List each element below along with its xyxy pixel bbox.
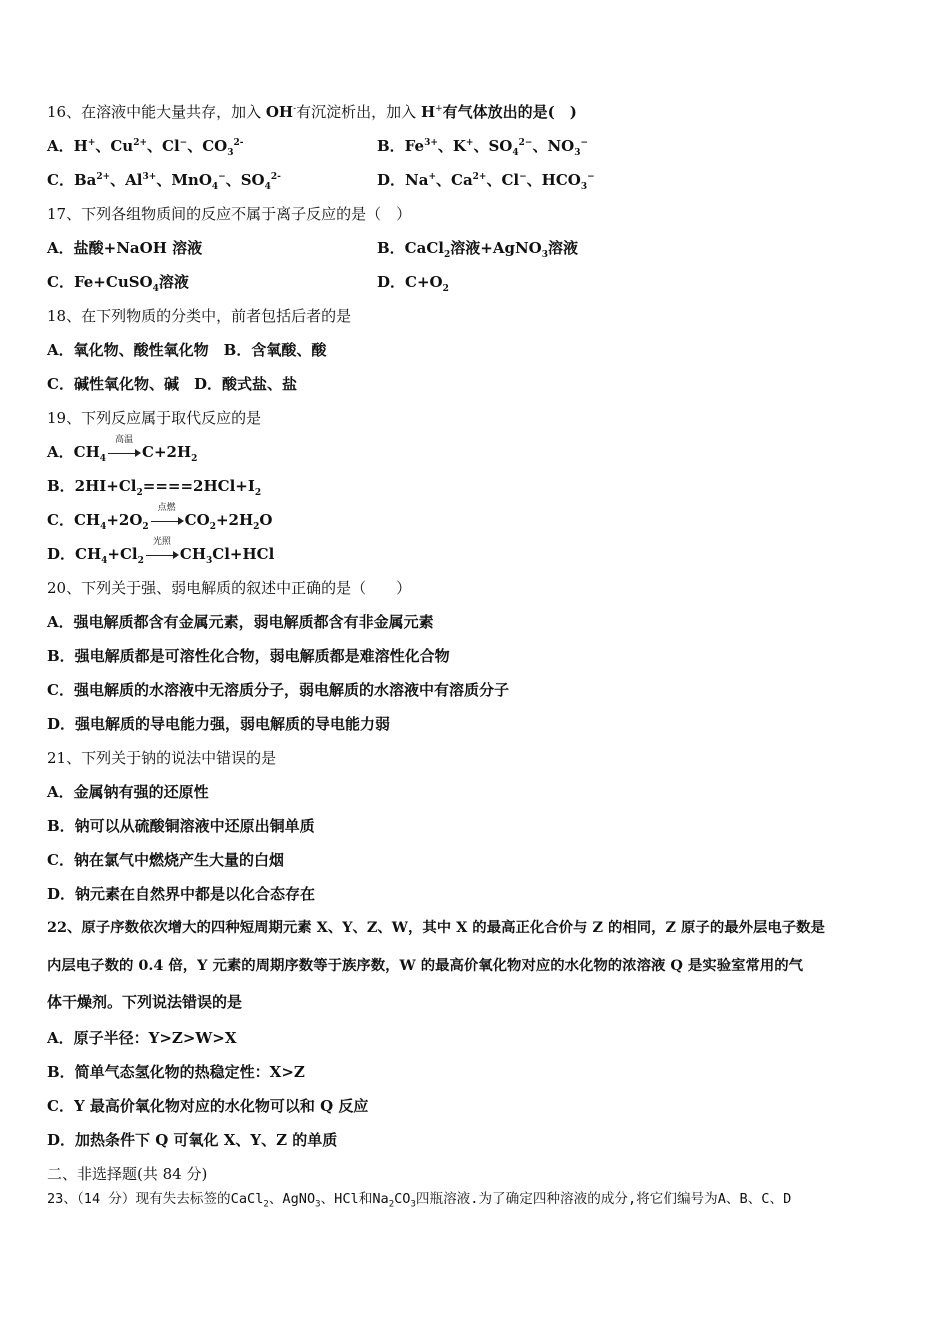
q20-option-a: A．强电解质都含有金属元素，弱电解质都含有非金属元素 <box>47 613 434 631</box>
reaction-arrow-icon <box>107 435 141 458</box>
q19-option-d: D．$CH_4+Cl_2$ 光照 $CH_3Cl+HCl$ <box>47 537 275 566</box>
q19-option-a: A．$CH_4$ 高温 $C+2H_2$ <box>47 435 198 464</box>
q22-option-c: C．Y 最高价氧化物对应的水化物可以和 Q 反应 <box>47 1097 369 1115</box>
q19-c-condition: 点燃 <box>157 503 176 513</box>
q17-option-b: B．CaCl$_2$溶液+AgNO$_3$溶液 <box>377 239 579 260</box>
q16-option-a: A．H+、$Cu^{2+}$、Cl−、$CO_3^{2-}$ <box>47 137 244 158</box>
q16-option-b: B．$Fe^{3+}$、K+、$SO_4^{2-}$、$NO_3^-$ <box>377 137 589 158</box>
q19-a-condition: 高温 <box>115 435 134 445</box>
question-22-line3: 体干燥剂。下列说法错误的是 <box>47 993 243 1011</box>
q17-option-c: C．Fe+CuSO$_4$溶液 <box>47 273 189 294</box>
q20-option-d: D．强电解质的导电能力强，弱电解质的导电能力弱 <box>47 715 391 733</box>
q18-options-cd: C．碱性氧化物、碱 D．酸式盐、盐 <box>47 375 297 393</box>
q22-option-d: D．加热条件下 Q 可氧化 X、Y、Z 的单质 <box>47 1131 338 1149</box>
q20-option-c: C．强电解质的水溶液中无溶质分子，弱电解质的水溶液中有溶质分子 <box>47 681 509 699</box>
q17-option-a: A．盐酸+NaOH 溶液 <box>47 239 203 257</box>
q16-stem-part: 16、在溶液中能大量共存，加入 <box>47 103 266 121</box>
question-18-stem: 18、在下列物质的分类中，前者包括后者的是 <box>47 307 352 325</box>
question-16-stem: 16、在溶液中能大量共存，加入 OH-有沉淀析出，加入 H+有气体放出的是( ) <box>47 103 577 121</box>
question-21-stem: 21、下列关于钠的说法中错误的是 <box>47 749 277 767</box>
q16-h: H <box>420 103 436 121</box>
reaction-arrow-icon <box>150 503 184 526</box>
reaction-arrow-icon <box>145 537 179 560</box>
question-22-line1: 22、原子序数依次增大的四种短周期元素 X、Y、Z、W，其中 X 的最高正化合价与 Z 的相同，Z 原子的最外层电子数是 <box>47 919 825 936</box>
question-20-stem: 20、下列关于强、弱电解质的叙述中正确的是（ ） <box>47 579 412 597</box>
q21-option-a: A．金属钠有强的还原性 <box>47 783 209 801</box>
q22-option-b: B．简单气态氢化物的热稳定性：X>Z <box>47 1063 305 1081</box>
q16-option-d: D．Na+、$Ca^{2+}$、Cl−、$HCO_3^-$ <box>377 171 595 192</box>
q21-option-d: D．钠元素在自然界中都是以化合态存在 <box>47 885 316 903</box>
q21-option-b: B．钠可以从硫酸铜溶液中还原出铜单质 <box>47 817 315 835</box>
question-22-line2: 内层电子数的 0.4 倍，Y 元素的周期序数等于族序数，W 的最高价氧化物对应的水化物的浓溶液 Q 是实验室常用的气 <box>47 957 804 974</box>
q18-options-ab: A．氧化物、酸性氧化物 B．含氧酸、酸 <box>47 341 327 359</box>
q20-option-b: B．强电解质都是可溶性化合物，弱电解质都是难溶性化合物 <box>47 647 450 665</box>
question-17-stem: 17、下列各组物质间的反应不属于离子反应的是（ ） <box>47 205 412 223</box>
q19-option-b: B．$2HI+Cl_2====2HCl+I_2$ <box>47 477 262 498</box>
q17-option-d: D．$C+O_2$ <box>377 273 449 294</box>
question-19-stem: 19、下列反应属于取代反应的是 <box>47 409 262 427</box>
q19-d-condition: 光照 <box>152 537 171 547</box>
q16-stem-part2: 有沉淀析出，加入 <box>296 103 421 121</box>
q19-option-c: C．$CH_4+2O_2$ 点燃 $CO_2+2H_2O$ <box>47 503 273 532</box>
q21-option-c: C．钠在氯气中燃烧产生大量的白烟 <box>47 851 284 869</box>
q22-option-a: A．原子半径：Y>Z>W>X <box>47 1029 237 1047</box>
q16-oh: OH <box>265 103 294 121</box>
q16-stem-end: 有气体放出的是( ) <box>442 103 577 121</box>
section-2-title: 二、非选择题(共 84 分) <box>47 1165 208 1183</box>
question-23-text: 23、（14 分）现有失去标签的CaCl$_2$、AgNO$_3$、HCl和$Na_2CO_3$四瓶溶液.为了确定四种溶液的成分,将它们编号为A、B、C、D <box>47 1191 792 1210</box>
q16-option-c: C．$Ba^{2+}$、$Al^{3+}$、MnO$_4$−、$SO_4^{2-}$ <box>47 171 281 192</box>
